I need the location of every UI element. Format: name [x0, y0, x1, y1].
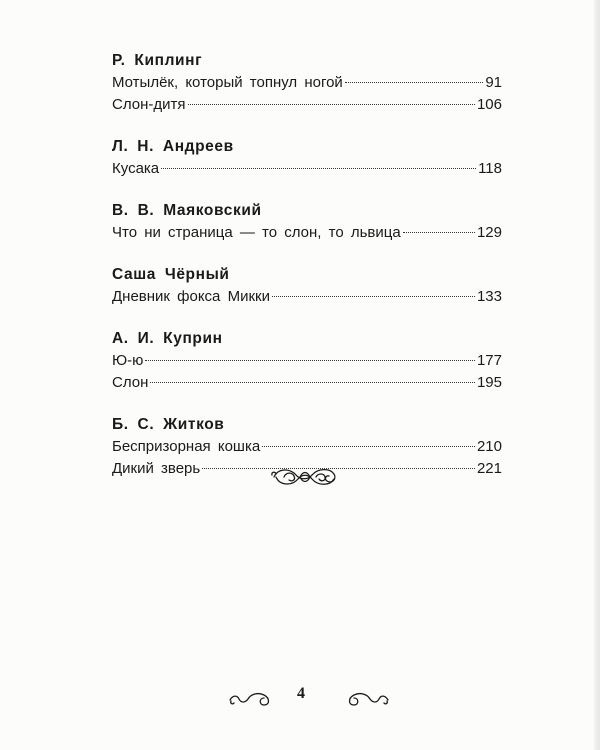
toc-entry[interactable]: [112, 286, 502, 308]
toc-section-andreev: [112, 136, 502, 180]
author-name: В. В. Маяковский: [112, 202, 262, 219]
entry-title: Дневник фокса Микки: [112, 288, 270, 305]
toc-entry[interactable]: [112, 350, 502, 372]
entry-page: 210: [476, 438, 502, 455]
table-of-contents: [112, 50, 502, 500]
entry-title: Слон-дитя: [112, 96, 186, 113]
dot-leader: [262, 446, 475, 447]
page-footer: [0, 682, 600, 712]
entry-title: Ю-ю: [112, 352, 144, 369]
dot-leader: [403, 232, 475, 233]
page-edge: [594, 0, 600, 750]
dot-leader: [145, 360, 475, 361]
swirl-right-icon: [344, 686, 390, 713]
entry-page: 129: [476, 224, 502, 241]
toc-section-kuprin: [112, 328, 502, 394]
toc-section-cherny: [112, 264, 502, 308]
dot-leader: [272, 296, 475, 297]
author-name: Р. Киплинг: [112, 52, 203, 69]
author-name: Б. С. Житков: [112, 416, 225, 433]
entry-title: Дикий зверь: [112, 460, 201, 477]
toc-entry[interactable]: [112, 372, 502, 394]
toc-entry[interactable]: [112, 158, 502, 180]
toc-section-kipling: [112, 50, 502, 116]
entry-page: 106: [476, 96, 502, 113]
dot-leader: [150, 382, 475, 383]
entry-page: 177: [476, 352, 502, 369]
toc-entry[interactable]: [112, 222, 502, 244]
entry-title: Что ни страница — то слон, то львица: [112, 224, 401, 241]
entry-page: 133: [476, 288, 502, 305]
author-name: Л. Н. Андреев: [112, 138, 234, 155]
toc-entry[interactable]: [112, 94, 502, 116]
flourish-ornament-icon: [270, 462, 340, 497]
toc-entry[interactable]: [112, 436, 502, 458]
entry-page: 195: [476, 374, 502, 391]
toc-section-mayakovsky: [112, 200, 502, 244]
entry-page: 118: [478, 160, 502, 177]
entry-page: 221: [476, 460, 502, 477]
dot-leader: [188, 104, 475, 105]
entry-title: Слон: [112, 374, 149, 391]
dot-leader: [161, 168, 476, 169]
toc-entry[interactable]: [112, 72, 502, 94]
entry-title: Кусака: [112, 160, 160, 177]
entry-title: Беспризорная кошка: [112, 438, 261, 455]
entry-page: 91: [485, 74, 502, 91]
author-name: Саша Чёрный: [112, 266, 230, 283]
entry-title: Мотылёк, который топнул ногой: [112, 74, 343, 91]
page-number: 4: [297, 685, 305, 702]
swirl-left-icon: [228, 686, 274, 713]
dot-leader: [345, 82, 484, 83]
author-name: А. И. Куприн: [112, 330, 223, 347]
